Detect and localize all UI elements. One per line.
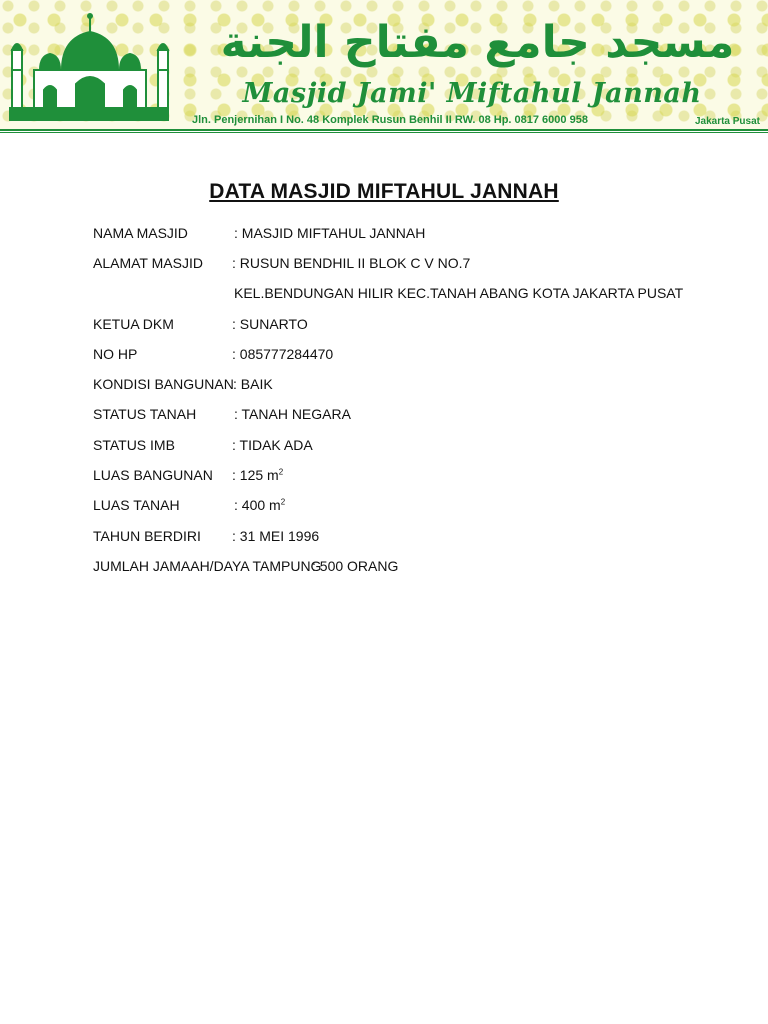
field-value: : MASJID MIFTAHUL JANNAH — [234, 225, 426, 241]
field-alamat-masjid — [93, 254, 471, 272]
field-value: : 085777284470 — [232, 346, 334, 362]
field-value: : BAIK — [233, 376, 273, 392]
field-label: TAHUN BERDIRI — [93, 528, 201, 544]
unit-superscript: 2 — [278, 467, 284, 477]
field-label: NO HP — [93, 346, 138, 362]
field-label: STATUS TANAH — [93, 406, 197, 422]
field-label: STATUS IMB — [93, 437, 175, 453]
field-nama-masjid — [93, 224, 426, 242]
header-divider — [0, 129, 768, 131]
field-luas-tanah — [93, 496, 286, 514]
field-kondisi-bangunan — [93, 375, 273, 393]
field-label: KONDISI BANGUNAN — [93, 376, 234, 392]
header-divider-thin — [0, 132, 768, 133]
field-label: KETUA DKM — [93, 316, 174, 332]
mosque-name-latin: Masjid Jami' Miftahul Jannah — [242, 78, 702, 109]
document-title: DATA MASJID MIFTAHUL JANNAH — [209, 180, 559, 203]
field-no-hp — [93, 345, 334, 363]
unit-superscript: 2 — [280, 497, 286, 507]
arabic-mosque-name: مسجد جامع مفتاح الجنة — [220, 17, 735, 68]
letterhead-city: Jakarta Pusat — [694, 116, 760, 127]
field-value-text: : 125 m — [232, 467, 279, 483]
field-label: LUAS TANAH — [93, 497, 180, 513]
field-value: : TIDAK ADA — [232, 437, 313, 453]
field-label: JUMLAH JAMAAH/DAYA TAMPUNG — [93, 558, 322, 574]
field-value: : SUNARTO — [232, 316, 308, 332]
field-jumlah-jamaah — [93, 557, 399, 575]
field-tahun-berdiri — [93, 527, 320, 545]
field-value: : 500 ORANG — [312, 558, 399, 574]
field-label: LUAS BANGUNAN — [93, 467, 213, 483]
field-status-imb — [93, 436, 313, 454]
field-status-tanah — [93, 405, 351, 423]
letterhead — [0, 0, 768, 134]
letterhead-address: Jln. Penjernihan I No. 48 Komplek Rusun Benhil II RW. 08 Hp. 0817 6000 958 — [192, 114, 588, 126]
field-label: ALAMAT MASJID — [93, 255, 203, 271]
mosque-logo-icon — [4, 10, 176, 125]
field-value-text: : 400 m — [234, 497, 281, 513]
field-value: : RUSUN BENDHIL II BLOK C V NO.7 — [232, 255, 471, 271]
field-ketua-dkm — [93, 315, 308, 333]
field-label: NAMA MASJID — [93, 225, 188, 241]
field-luas-bangunan — [93, 466, 284, 484]
field-value: KEL.BENDUNGAN HILIR KEC.TANAH ABANG KOTA JAKARTA PUSAT — [234, 285, 684, 301]
field-value: : 31 MEI 1996 — [232, 528, 320, 544]
field-value — [232, 466, 283, 484]
field-value — [234, 496, 285, 514]
field-value: : TANAH NEGARA — [234, 406, 351, 422]
